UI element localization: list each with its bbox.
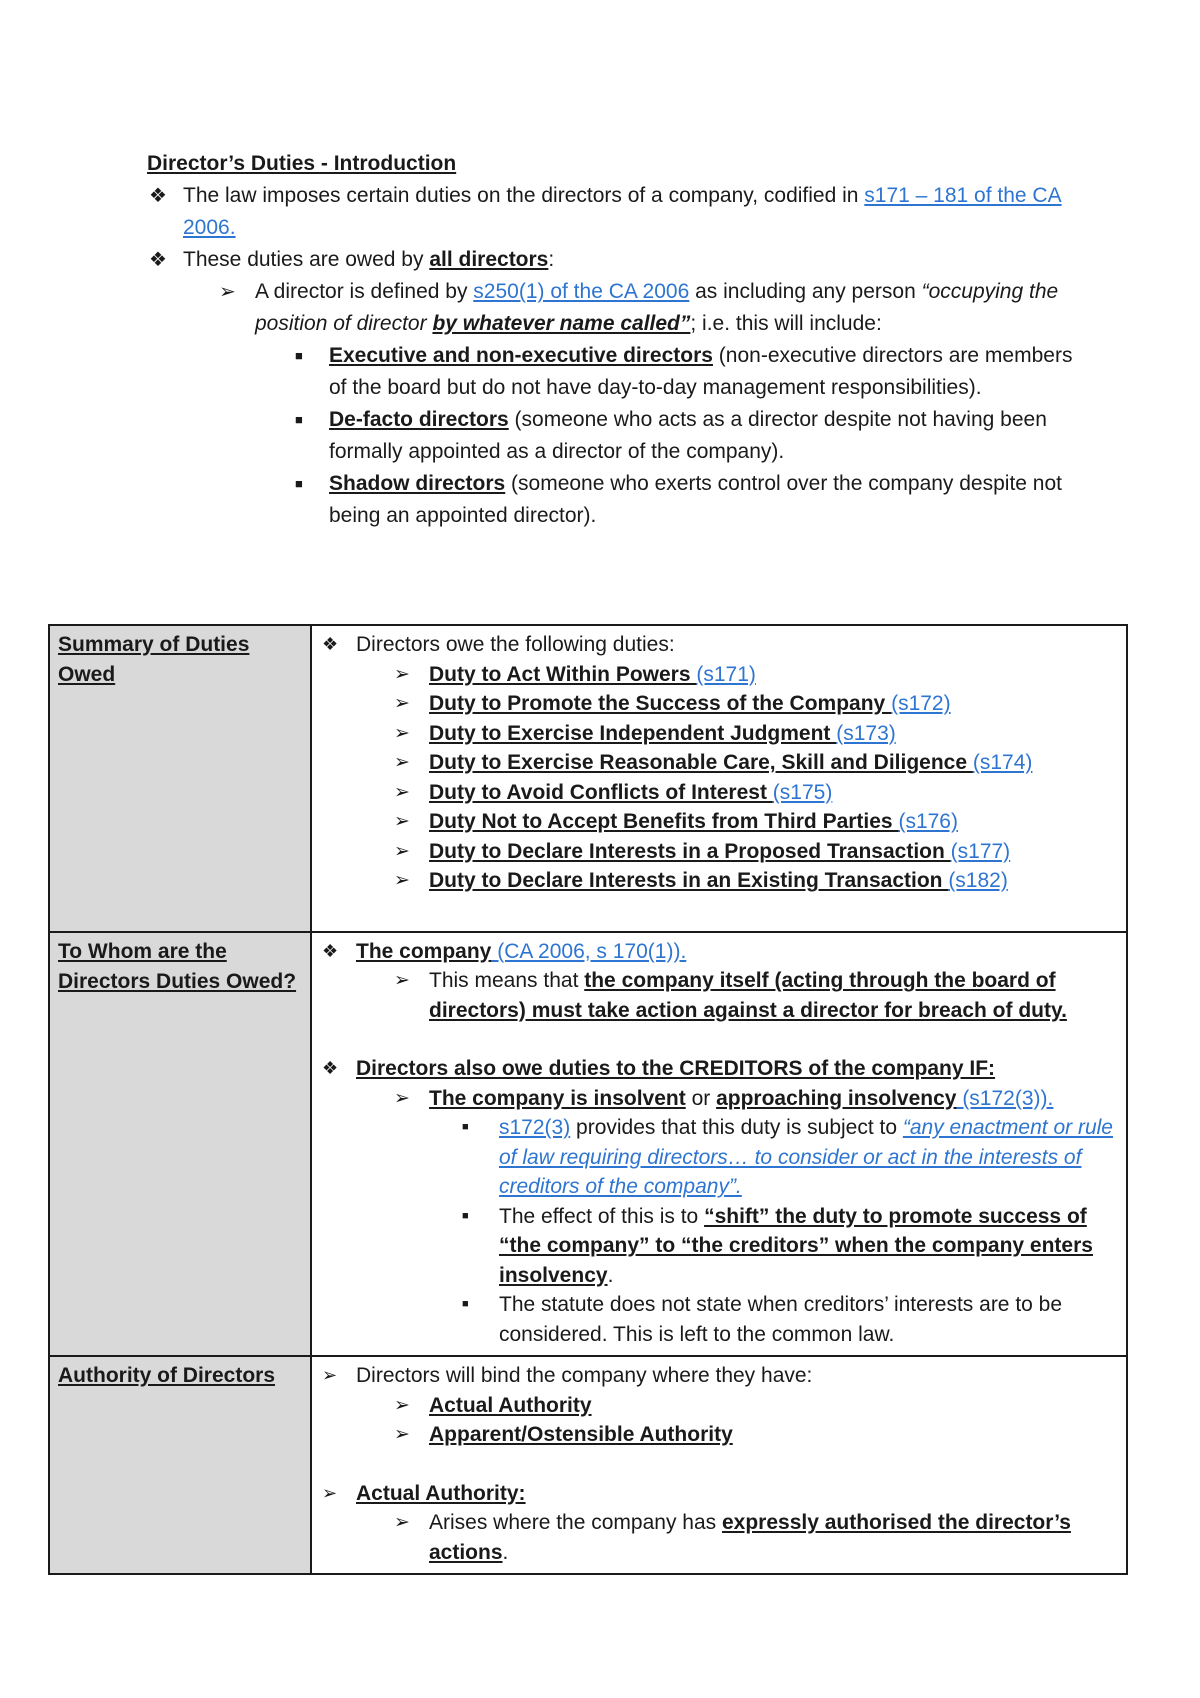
statute-link[interactable]: (s182) <box>948 869 1008 892</box>
square-bullet-icon: ■ <box>462 1121 469 1133</box>
bullet-item: ❖ The law imposes certain duties on the directors of a company, codified in s171 – 181 of the CA 2006. <box>147 180 1077 244</box>
statute-link[interactable]: (s175) <box>772 780 833 804</box>
square-bullet-icon: ■ <box>462 1209 469 1222</box>
statute-link[interactable]: (s173) <box>836 721 896 745</box>
row-content <box>311 1356 1127 1574</box>
bullet-item: ➢ This means that the company itself (acting through the board of directors) must take action against a director for breach of duty. <box>322 966 1118 1025</box>
arrow-bullet-icon: ➢ <box>394 722 410 744</box>
arrow-bullet-icon: ➢ <box>219 281 236 303</box>
four-diamond-bullet-icon: ❖ <box>322 940 339 961</box>
director-type-item: ■ Executive and non-executive directors (non-executive directors are members of the board but do not have day-to-day management responsibilities). <box>147 340 1077 404</box>
bullet-item: ➢ Actual Authority: <box>322 1479 1118 1509</box>
spacer <box>322 1450 1118 1479</box>
arrow-bullet-icon: ➢ <box>394 1512 410 1533</box>
bullet-item: ➢ The company is insolvent or approaching insolvency (s172(3)). <box>322 1084 1118 1114</box>
statute-link[interactable]: s171 – 181 of the CA 2006. <box>183 184 1062 239</box>
statute-link[interactable]: s250(1) of the CA 2006 <box>473 280 690 303</box>
table-row-whom <box>49 932 1127 1357</box>
statute-link[interactable]: (s174) <box>972 751 1033 774</box>
four-diamond-bullet-icon: ❖ <box>322 634 339 654</box>
row-label: Summary of Duties Owed <box>49 625 311 932</box>
square-bullet-icon: ■ <box>295 476 303 491</box>
duty-item: ➢ Duty to Act Within Powers (s171) <box>322 660 1118 690</box>
arrow-bullet-icon: ➢ <box>394 970 410 991</box>
spacer <box>322 1025 1118 1054</box>
director-type-item: ■ De-facto directors (someone who acts as a director despite not having been formally appointed as a director of the company). <box>147 404 1077 468</box>
four-diamond-bullet-icon: ❖ <box>322 1058 339 1078</box>
bullet-item: ❖ Directors also owe duties to the CREDITORS of the company IF: <box>322 1054 1118 1084</box>
arrow-bullet-icon: ➢ <box>322 1365 338 1385</box>
duty-item: ➢ Duty to Exercise Reasonable Care, Skill and Diligence (s174) <box>322 748 1118 778</box>
bullet-item: ■ s172(3) provides that this duty is subject to “any enactment or rule of law requiring directors… to consider or act in the interests of creditors of the company”. <box>322 1113 1118 1202</box>
table-row-summary <box>49 625 1127 932</box>
bullet-item: ❖ Directors owe the following duties: <box>322 630 1118 660</box>
duty-item: ➢ Duty Not to Accept Benefits from Third Parties (s176) <box>322 807 1118 837</box>
bullet-item: ➢ Apparent/Ostensible Authority <box>322 1420 1118 1450</box>
bullet-item: ➢ Directors will bind the company where they have: <box>322 1361 1118 1391</box>
statute-link[interactable]: (s172(3)). <box>956 1086 1054 1110</box>
bullet-item: ❖ These duties are owed by all directors: <box>147 244 1077 276</box>
duty-item: ➢ Duty to Promote the Success of the Company (s172) <box>322 689 1118 719</box>
duties-table <box>48 624 1128 1575</box>
row-label: To Whom are the Directors Duties Owed? <box>49 932 311 1357</box>
bullet-item: ➢ A director is defined by s250(1) of the CA 2006 as including any person “occupying the position of director by whatever name called”; i.e. this will include: <box>147 276 1077 340</box>
arrow-bullet-icon: ➢ <box>394 693 410 714</box>
page-title: Director’s Duties - Introduction <box>147 152 457 175</box>
arrow-bullet-icon: ➢ <box>322 1482 338 1503</box>
arrow-bullet-icon: ➢ <box>394 663 410 685</box>
duty-item: ➢ Duty to Avoid Conflicts of Interest (s175) <box>322 778 1118 808</box>
bullet-item: ❖ The company (CA 2006, s 170(1)). <box>322 937 1118 967</box>
duty-item: ➢ Duty to Declare Interests in an Existing Transaction (s182) <box>322 866 1118 896</box>
diamond-bullet-icon: ❖ <box>149 249 167 271</box>
statute-link[interactable]: s172(3) <box>499 1116 571 1139</box>
statute-link[interactable]: (s172) <box>891 692 951 715</box>
table-row-authority <box>49 1356 1127 1574</box>
duty-item: ➢ Duty to Exercise Independent Judgment (s173) <box>322 719 1118 749</box>
bullet-item: ➢ Actual Authority <box>322 1391 1118 1421</box>
diamond-bullet-icon: ❖ <box>149 185 167 207</box>
arrow-bullet-icon: ➢ <box>394 811 410 832</box>
arrow-bullet-icon: ➢ <box>394 840 410 862</box>
statute-link[interactable]: (s177) <box>950 839 1011 863</box>
statute-quote-link[interactable]: “any enactment or rule of law requiring directors… to consider or act in the interests of creditors of the company”. <box>499 1116 1113 1198</box>
statute-link[interactable]: (s171) <box>696 662 756 686</box>
spacer <box>322 896 1118 925</box>
row-content <box>311 625 1127 932</box>
arrow-bullet-icon: ➢ <box>394 752 410 773</box>
arrow-bullet-icon: ➢ <box>394 1424 410 1445</box>
square-bullet-icon: ■ <box>295 412 303 427</box>
bullet-item: ➢ Arises where the company has expressly authorised the director’s actions. <box>322 1508 1118 1567</box>
duty-item: ➢ Duty to Declare Interests in a Proposed Transaction (s177) <box>322 837 1118 867</box>
row-content <box>311 932 1127 1357</box>
arrow-bullet-icon: ➢ <box>394 870 410 891</box>
square-bullet-icon: ■ <box>462 1298 469 1310</box>
director-type-item: ■ Shadow directors (someone who exerts control over the company despite not being an appointed director). <box>147 468 1077 532</box>
statute-link[interactable]: (CA 2006, s 170(1)). <box>491 939 687 963</box>
arrow-bullet-icon: ➢ <box>394 781 410 803</box>
bullet-item: ■ The effect of this is to “shift” the duty to promote success of “the company” to “the creditors” when the company enters insolvency. <box>322 1202 1118 1291</box>
statute-link[interactable]: (s176) <box>898 810 958 833</box>
arrow-bullet-icon: ➢ <box>394 1087 410 1109</box>
arrow-bullet-icon: ➢ <box>394 1394 410 1416</box>
intro-section <box>147 148 1077 532</box>
bullet-item: ■ The statute does not state when creditors’ interests are to be considered. This is left to the common law. <box>322 1290 1118 1349</box>
row-label: Authority of Directors <box>49 1356 311 1574</box>
square-bullet-icon: ■ <box>295 348 303 363</box>
